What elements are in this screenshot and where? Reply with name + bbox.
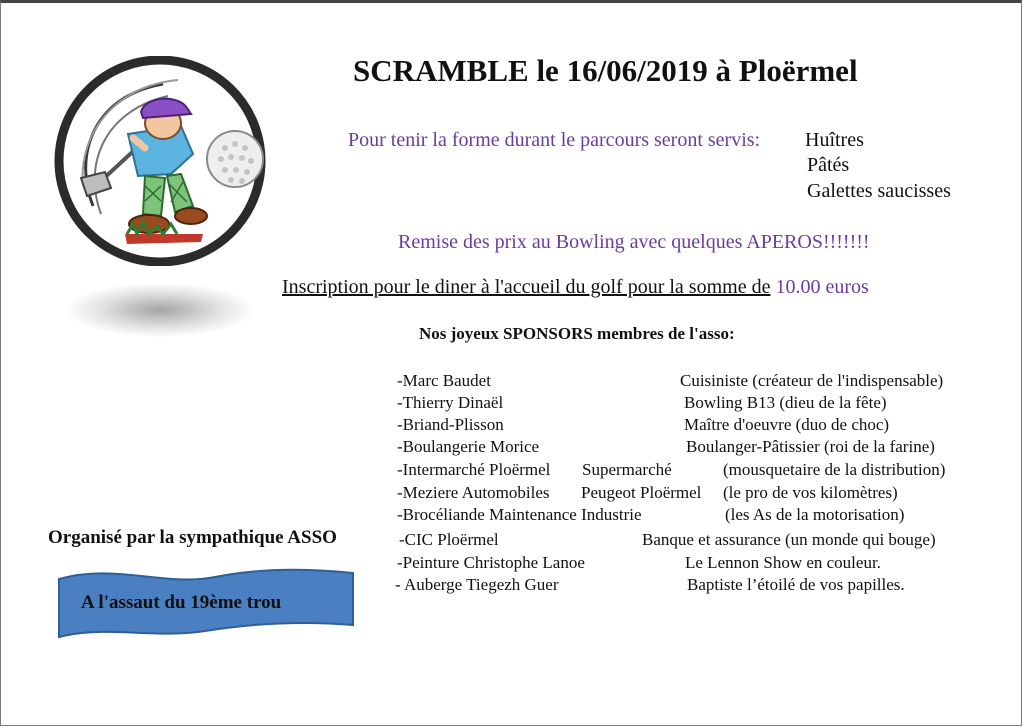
menu-intro: Pour tenir la forme durant le parcours seront servis: xyxy=(348,129,761,151)
organiser-line: Organisé par la sympathique ASSO xyxy=(48,527,337,548)
sponsor-detail: Boulanger-Pâtissier (roi de la farine) xyxy=(686,437,935,456)
sponsor-detail: (les As de la motorisation) xyxy=(725,505,905,524)
banner-text: A l'assaut du 19ème trou xyxy=(81,592,282,613)
sponsor-business: Peugeot Ploërmel xyxy=(581,483,702,502)
sponsor-name: -Marc Baudet xyxy=(397,371,491,390)
sponsor-detail: Baptiste l’étoilé de vos papilles. xyxy=(687,575,905,594)
sponsor-name: -Brocéliande Maintenance Industrie xyxy=(397,505,642,524)
sponsor-detail: Le Lennon Show en couleur. xyxy=(685,553,881,572)
sponsor-detail: Banque et assurance (un monde qui bouge) xyxy=(642,530,936,549)
sponsor-detail: Maître d'oeuvre (duo de choc) xyxy=(684,415,890,434)
menu-item: Pâtés xyxy=(807,154,850,176)
sponsors-heading: Nos joyeux SPONSORS membres de l'asso: xyxy=(419,324,735,343)
sponsor-detail: Bowling B13 (dieu de la fête) xyxy=(684,393,887,412)
golfer-logo xyxy=(53,56,267,266)
sponsor-detail: Cuisiniste (créateur de l'indispensable) xyxy=(680,371,944,390)
menu-item: Galettes saucisses xyxy=(807,180,951,202)
page-title: SCRAMBLE le 16/06/2019 à Ploërmel xyxy=(353,53,858,88)
sponsor-business: Supermarché xyxy=(582,460,672,479)
sponsor-name: - Auberge Tiegezh Guer xyxy=(395,575,559,594)
sponsor-detail: (le pro de vos kilomètres) xyxy=(723,483,898,502)
prizes-announcement: Remise des prix au Bowling avec quelques APEROS!!!!!!! xyxy=(398,231,870,253)
inscription-text: Inscription pour le diner à l'accueil du golf pour la somme de xyxy=(282,276,771,298)
inscription-amount: 10.00 euros xyxy=(775,276,869,298)
sponsor-name: -CIC Ploërmel xyxy=(399,530,499,549)
dinner-inscription xyxy=(282,276,869,299)
menu-item: Huîtres xyxy=(805,129,864,151)
sponsor-name: -Briand-Plisson xyxy=(397,415,504,434)
logo-shadow xyxy=(67,283,253,337)
sponsor-detail: (mousquetaire de la distribution) xyxy=(723,460,946,479)
sponsor-name: -Boulangerie Morice xyxy=(397,437,540,456)
sponsor-name: -Meziere Automobiles xyxy=(397,483,550,502)
sponsor-name: -Thierry Dinaël xyxy=(397,393,504,412)
sponsor-name: -Intermarché Ploërmel xyxy=(397,460,551,479)
sponsor-name: -Peinture Christophe Lanoe xyxy=(397,553,585,572)
